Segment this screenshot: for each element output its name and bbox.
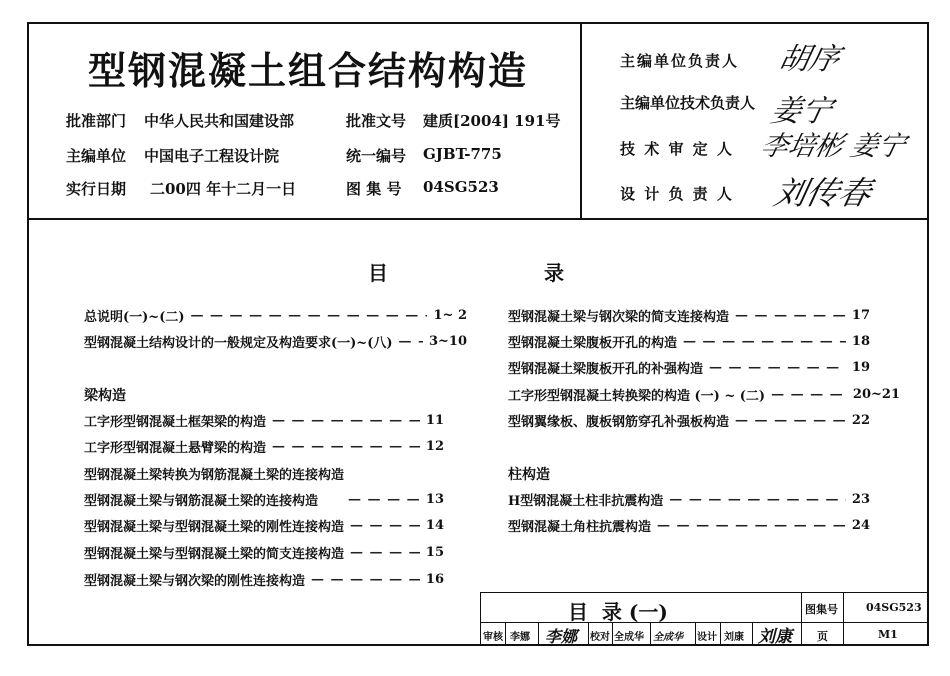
field-label-editor: 主编单位 <box>66 147 127 165</box>
toc-item[interactable] <box>84 569 444 589</box>
toc-leader <box>272 413 420 428</box>
toc-item[interactable] <box>508 305 870 325</box>
title-block-divider <box>801 592 802 646</box>
toc-item[interactable] <box>508 515 870 535</box>
toc-item[interactable] <box>84 489 444 509</box>
toc-leader <box>735 413 846 428</box>
toc-item-title: 型钢混凝土结构设计的一般规定及构造要求(一)~(八) <box>84 335 393 351</box>
checker-name: 全成华 <box>614 632 644 643</box>
toc-item-title: 型钢混凝土角柱抗震构造 <box>508 519 652 535</box>
toc-item-title: H型钢混凝土柱非抗震构造 <box>508 493 664 509</box>
toc-item-title: 型钢混凝土梁腹板开孔的构造 <box>508 335 678 351</box>
toc-item[interactable] <box>508 410 870 430</box>
signature-chief-unit: 胡序 <box>775 42 843 77</box>
toc-leader <box>657 518 846 533</box>
toc-item-page: 23 <box>851 491 870 507</box>
toc-leader <box>771 387 847 402</box>
checker-signature: 全成华 <box>653 632 683 643</box>
toc-heading-right: 录 <box>544 261 564 285</box>
title-block-divider <box>843 592 844 646</box>
toc-item-page: 3~10 <box>428 333 467 349</box>
cell-divider <box>650 622 651 646</box>
toc-item-title: 型钢混凝土梁与型钢混凝土梁的简支连接构造 <box>84 546 345 562</box>
toc-item[interactable] <box>508 357 870 377</box>
cell-divider <box>752 622 753 646</box>
toc-leader <box>350 545 420 560</box>
toc-item-page: 20~21 <box>852 386 900 402</box>
drawing-title: 目 录 (一) <box>568 600 668 624</box>
cell-divider <box>695 622 696 646</box>
designer-name: 刘康 <box>724 632 744 643</box>
cell-divider <box>538 622 539 646</box>
toc-item[interactable] <box>508 489 870 509</box>
field-value-unified-no: GJBT-775 <box>423 145 502 163</box>
title-block-mid-border <box>480 622 929 623</box>
reviewer-name: 李娜 <box>510 632 530 643</box>
field-value-approval-no: 建质[2004] 191号 <box>423 112 561 130</box>
atlas-label: 图集号 <box>805 603 838 616</box>
field-label-unified-no: 统一编号 <box>346 147 407 165</box>
section-beam-heading: 梁构造 <box>84 388 126 404</box>
toc-item[interactable] <box>84 305 467 325</box>
toc-item-page: 19 <box>851 359 870 375</box>
toc-item-page: 14 <box>425 517 444 533</box>
signature-designer: 刘传春 <box>770 174 875 212</box>
title-block-left-border <box>480 592 481 646</box>
field-value-effective-date: 二00四 年十二月一日 <box>150 180 297 198</box>
field-value-atlas-no: 04SG523 <box>423 178 499 196</box>
toc-item[interactable] <box>508 384 900 404</box>
toc-item-title: 工字形型钢混凝土框架梁的构造 <box>84 414 267 430</box>
reviewer-label: 审核 <box>483 632 503 643</box>
toc-item-page: 18 <box>851 333 870 349</box>
toc-leader <box>735 308 846 323</box>
reviewer-signature: 李娜 <box>545 627 578 646</box>
toc-leader <box>683 334 846 349</box>
toc-item-title: 工字形型钢混凝土转换梁的构造 (一) ~ (二) <box>508 388 766 404</box>
toc-leader <box>272 439 420 454</box>
toc-item-page: 22 <box>851 412 870 428</box>
toc-item-title: 型钢混凝土梁与钢次梁的简支连接构造 <box>508 309 730 325</box>
toc-item[interactable] <box>84 436 444 456</box>
toc-item-page: 11 <box>425 412 444 428</box>
toc-item-page: 12 <box>425 438 444 454</box>
page-label: 页 <box>817 630 828 643</box>
responsible-label-chief-unit: 主编单位负责人 <box>620 52 740 70</box>
toc-leader <box>311 572 420 587</box>
section-column-heading: 柱构造 <box>508 467 550 483</box>
signature-reviewer: 李培彬 姜宁 <box>758 131 909 162</box>
field-label-effective-date: 实行日期 <box>66 180 127 198</box>
toc-leader <box>709 360 846 375</box>
toc-item-page: 1~ 2 <box>433 307 467 323</box>
toc-item[interactable] <box>84 542 444 562</box>
designer-label: 设计 <box>697 632 717 643</box>
toc-item[interactable] <box>84 515 444 535</box>
toc-item-title: 总说明(一)~(二) <box>84 309 185 325</box>
designer-signature: 刘康 <box>758 627 792 647</box>
atlas-number: 04SG523 <box>866 601 922 614</box>
toc-item-title: 工字形型钢混凝土悬臂梁的构造 <box>84 440 267 456</box>
toc-item-page: 15 <box>425 544 444 560</box>
page-title: 型钢混凝土组合结构构造 <box>88 48 529 93</box>
toc-leader <box>191 308 428 323</box>
toc-leader <box>350 518 420 533</box>
field-label-approval-no: 批准文号 <box>346 112 407 130</box>
cell-divider <box>588 622 589 646</box>
signature-tech-chief: 姜宁 <box>767 94 835 129</box>
field-value-editor: 中国电子工程设计院 <box>144 147 280 165</box>
toc-item-title: 型钢混凝土梁与钢筋混凝土梁的连接构造 <box>84 493 319 509</box>
toc-item-title: 型钢翼缘板、腹板钢筋穿孔补强板构造 <box>508 414 730 430</box>
responsible-label-tech-chief: 主编单位技术负责人 <box>620 94 756 112</box>
page-number: M1 <box>878 628 898 641</box>
cell-divider <box>720 622 721 646</box>
toc-heading-left: 目 <box>368 261 388 285</box>
toc-leader <box>669 492 846 507</box>
toc-leader <box>399 334 423 349</box>
toc-item-title: 型钢混凝土梁转换为钢筋混凝土梁的连接构造 <box>84 467 345 483</box>
toc-item[interactable] <box>508 331 870 351</box>
responsible-label-designer: 设 计 负 责 人 <box>620 185 734 203</box>
toc-item-page: 13 <box>425 491 444 507</box>
toc-item[interactable] <box>84 463 444 483</box>
checker-label: 校对 <box>590 632 610 643</box>
cell-divider <box>612 622 613 646</box>
header-divider <box>27 218 929 220</box>
toc-item-title: 型钢混凝土梁与钢次梁的刚性连接构造 <box>84 573 306 589</box>
header-column-divider <box>580 22 582 219</box>
toc-item-page: 17 <box>851 307 870 323</box>
toc-leader <box>348 492 420 507</box>
toc-item-title: 型钢混凝土梁腹板开孔的补强构造 <box>508 361 704 377</box>
title-block-top-border <box>480 592 929 593</box>
field-value-approver: 中华人民共和国建设部 <box>144 112 295 130</box>
toc-item-page: 16 <box>425 571 444 587</box>
field-label-approver: 批准部门 <box>66 112 127 130</box>
responsible-label-reviewer: 技 术 审 定 人 <box>620 140 734 158</box>
toc-item[interactable] <box>84 410 444 430</box>
field-label-atlas-no: 图 集 号 <box>346 180 402 198</box>
toc-item-page: 24 <box>851 517 870 533</box>
cell-divider <box>505 622 506 646</box>
toc-item[interactable] <box>84 331 467 351</box>
toc-item-title: 型钢混凝土梁与型钢混凝土梁的刚性连接构造 <box>84 519 345 535</box>
